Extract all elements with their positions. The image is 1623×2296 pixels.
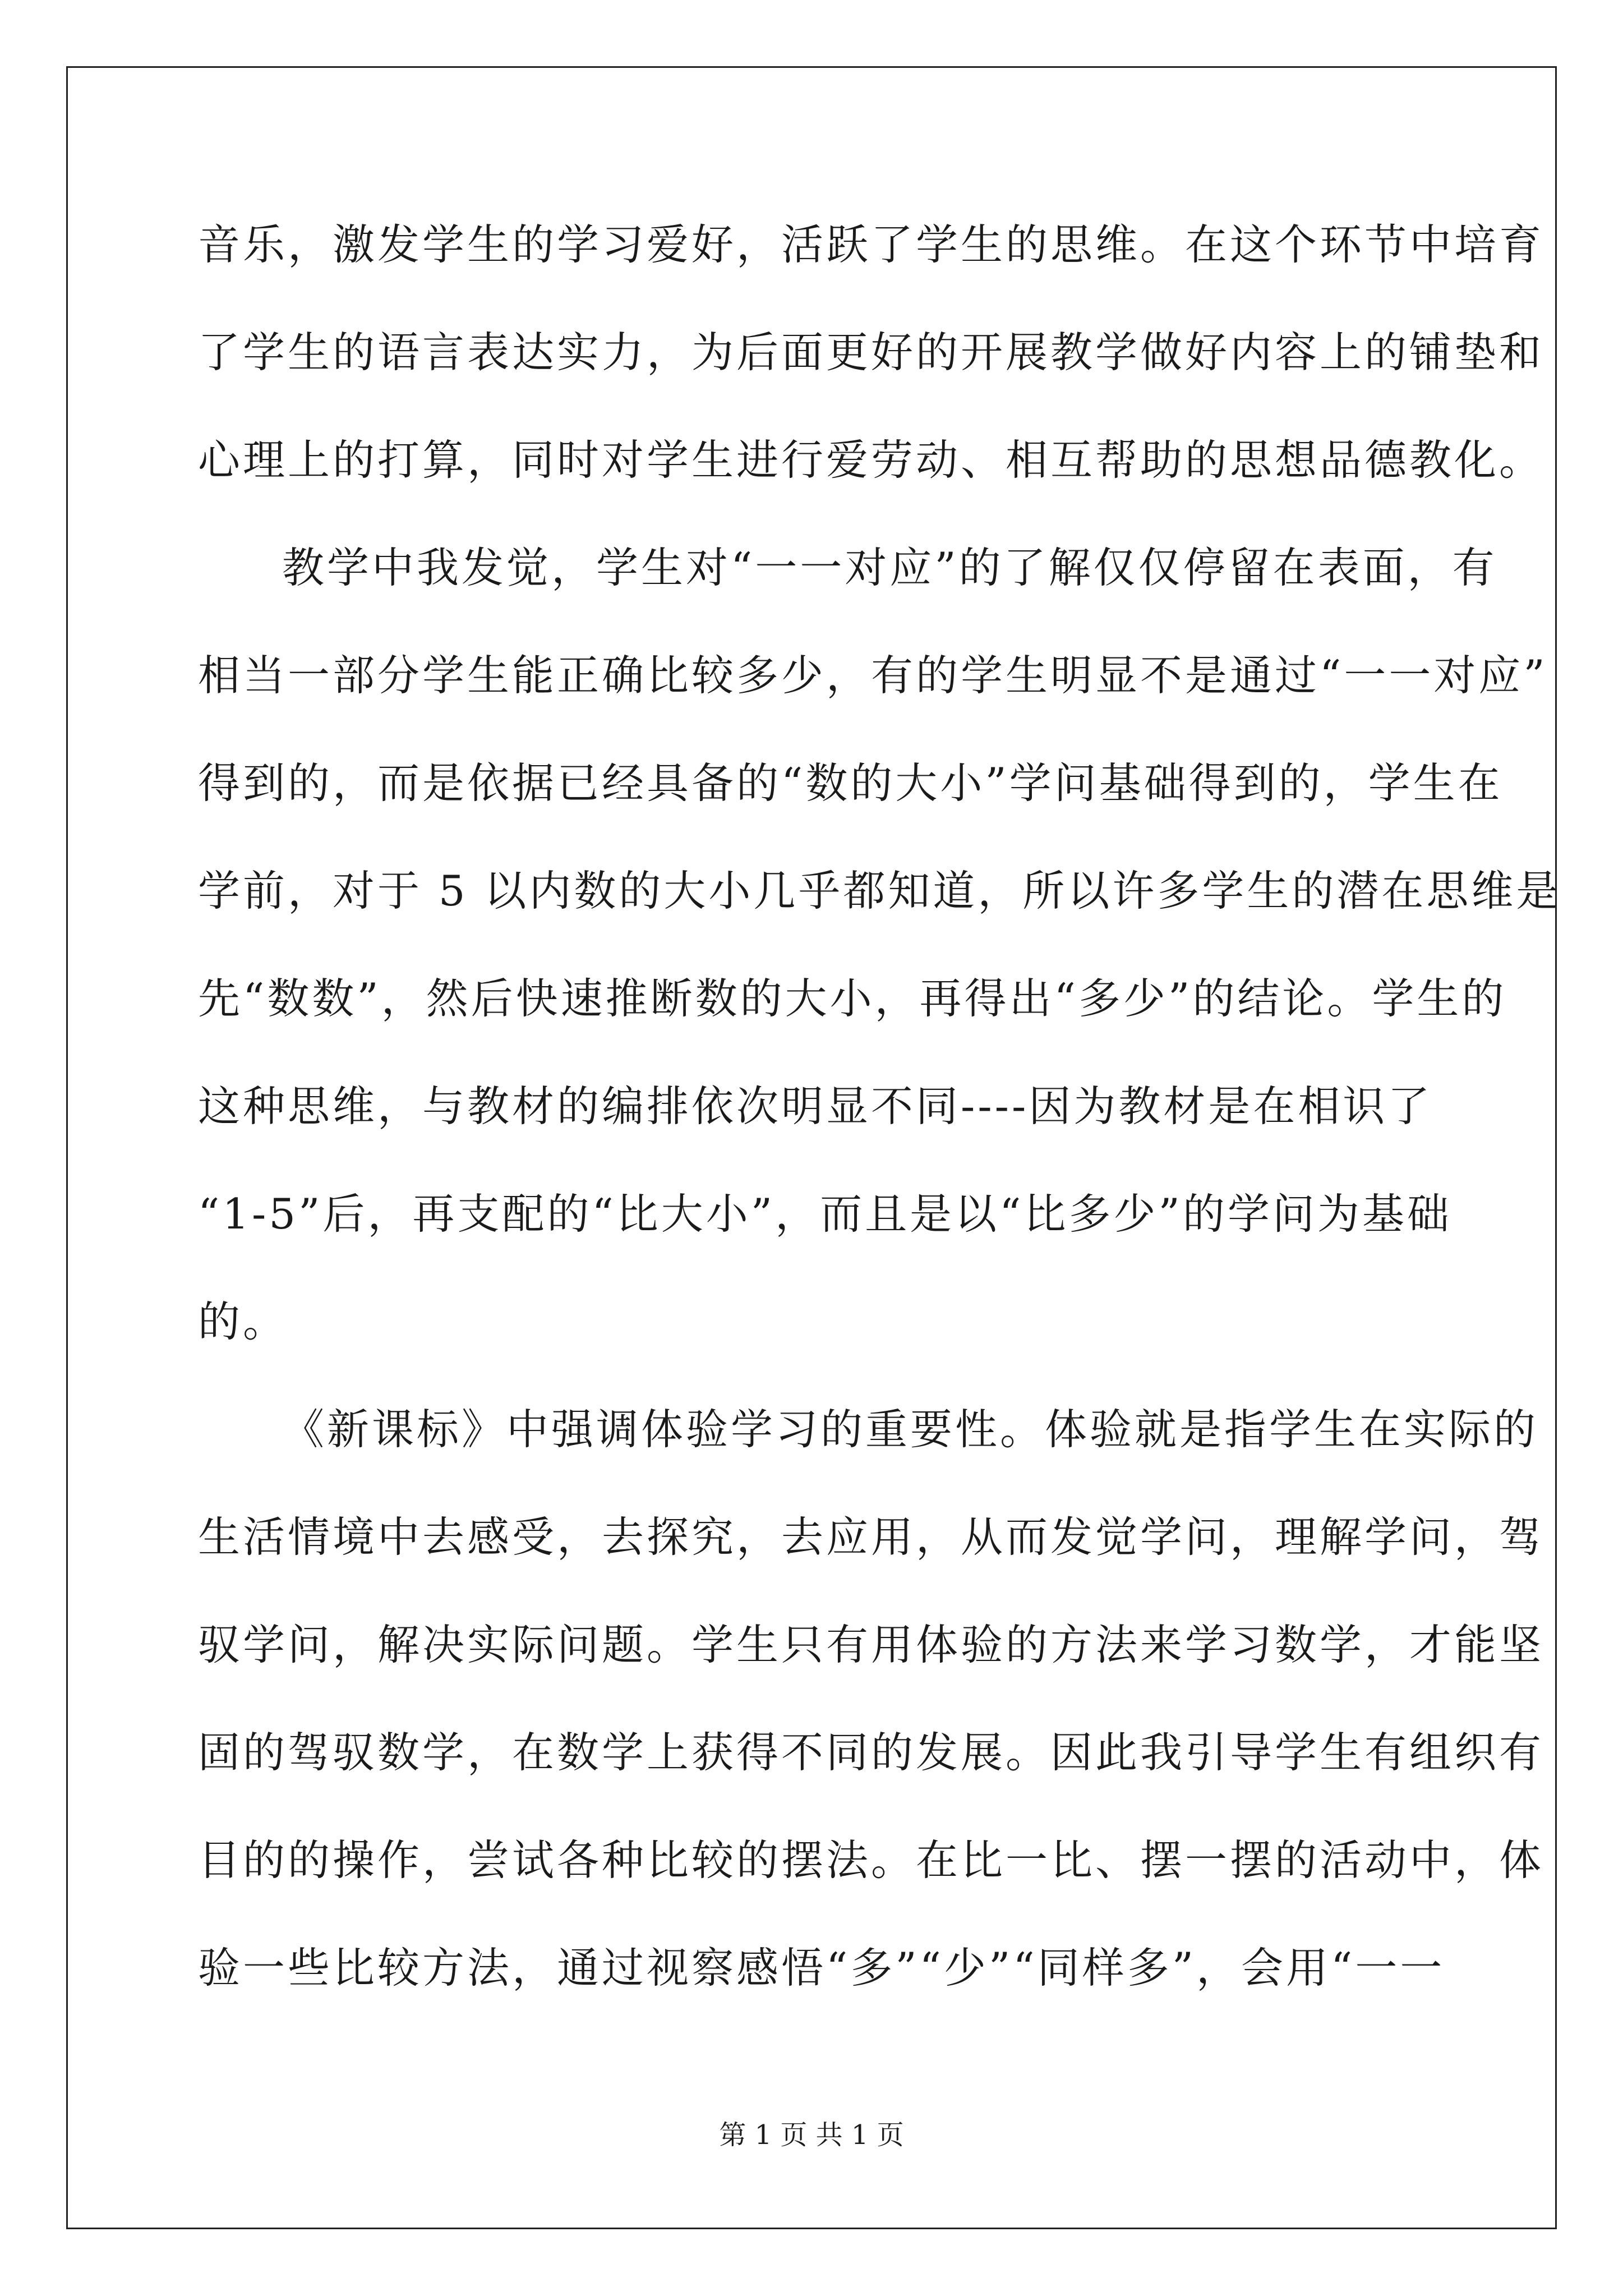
text-line: 得到的，而是依据已经具备的“数的大小”学问基础得到的，学生在	[198, 758, 1503, 808]
text-line: 的。	[198, 1297, 288, 1346]
text-line: 目的的操作，尝试各种比较的摆法。在比一比、摆一摆的活动中，体	[198, 1835, 1544, 1885]
document-body	[198, 213, 1561, 2044]
text-line: 相当一部分学生能正确比较多少，有的学生明显不是通过“一一对应”	[198, 651, 1548, 700]
text-line: 心理上的打算，同时对学生进行爱劳动、相互帮助的思想品德教化。	[198, 435, 1544, 485]
text-line: 了学生的语言表达实力，为后面更好的开展教学做好内容上的铺垫和	[198, 328, 1544, 377]
text-line: 生活情境中去感受，去探究，去应用，从而发觉学问，理解学问，驾	[198, 1512, 1544, 1562]
text-line: 先“数数”，然后快速推断数的大小，再得出“多少”的结论。学生的	[198, 974, 1507, 1023]
text-line: 学前，对于 5 以内数的大小几乎都知道，所以许多学生的潜在思维是	[198, 866, 1561, 915]
page-number-footer: 第 1 页 共 1 页	[719, 2119, 904, 2151]
text-line: “1-5”后，再支配的“比大小”，而且是以“比多少”的学问为基础	[198, 1189, 1452, 1239]
text-line: 这种思维，与教材的编排依次明显不同----因为教材是在相识了	[198, 1082, 1433, 1131]
text-line: 音乐，激发学生的学习爱好，活跃了学生的思维。在这个环节中培育	[198, 220, 1544, 269]
text-line: 验一些比较方法，通过视察感悟“多”“少”“同样多”，会用“一一	[198, 1943, 1445, 1993]
paragraph-first-line: 教学中我发觉，学生对“一一对应”的了解仅仅停留在表面，有	[282, 543, 1497, 592]
paragraph-first-line: 《新课标》中强调体验学习的重要性。体验就是指学生在实际的	[282, 1405, 1539, 1454]
text-line: 固的驾驭数学，在数学上获得不同的发展。因此我引导学生有组织有	[198, 1728, 1544, 1777]
text-line: 驭学问，解决实际问题。学生只有用体验的方法来学习数学，才能坚	[198, 1620, 1544, 1669]
